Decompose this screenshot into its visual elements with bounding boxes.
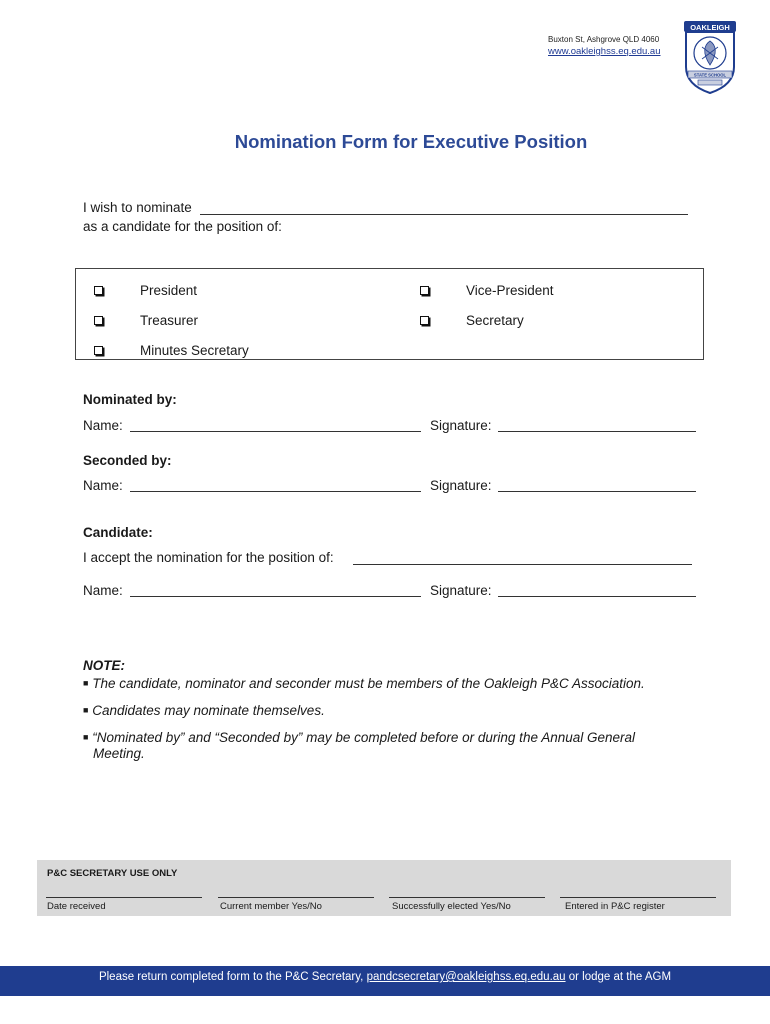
note-item xyxy=(83,703,325,718)
president-label: President xyxy=(140,283,198,298)
nominated-by-heading: Nominated by: xyxy=(83,392,177,407)
candidate-name-field[interactable] xyxy=(130,596,421,597)
register-field[interactable] xyxy=(560,897,716,898)
elected-label: Successfully elected Yes/No xyxy=(392,901,511,912)
nominator-name-field[interactable] xyxy=(130,431,421,432)
nominator-signature-label: Signature: xyxy=(430,418,492,433)
logo-text-top: OAKLEIGH xyxy=(690,23,730,32)
footer-prefix: Please return completed form to the P&C Secretary, xyxy=(98,971,367,983)
minutes-secretary-checkbox[interactable] xyxy=(94,346,103,355)
bullet-icon: ■ xyxy=(83,732,89,742)
seconder-signature-field[interactable] xyxy=(498,491,696,492)
candidate-signature-field[interactable] xyxy=(498,596,696,597)
bullet-icon: ■ xyxy=(83,678,89,688)
seconder-signature-label: Signature: xyxy=(430,478,492,493)
seconded-by-heading: Seconded by: xyxy=(83,453,172,468)
treasurer-checkbox[interactable] xyxy=(94,316,103,325)
date-received-label: Date received xyxy=(47,901,106,912)
secretary-label: Secretary xyxy=(466,313,524,328)
school-address: Buxton St, Ashgrove QLD 4060 xyxy=(548,35,660,44)
president-checkbox[interactable] xyxy=(94,286,103,295)
elected-field[interactable] xyxy=(389,897,545,898)
treasurer-label: Treasurer xyxy=(140,313,199,328)
secretary-use-title: P&C SECRETARY USE ONLY xyxy=(47,868,178,879)
school-crest-icon xyxy=(680,17,740,95)
note-item-text: The candidate, nominator and seconder must be members of the Oakleigh P&C Association. xyxy=(92,676,645,691)
logo-text-mid: STATE SCHOOL xyxy=(693,72,727,78)
candidate-heading: Candidate: xyxy=(83,525,153,540)
school-logo xyxy=(680,17,740,95)
note-item-text: Candidates may nominate themselves. xyxy=(92,703,325,718)
nominator-name-label: Name: xyxy=(83,418,123,433)
bullet-icon: ■ xyxy=(83,705,89,715)
candidate-name-label: Name: xyxy=(83,583,123,598)
note-item xyxy=(83,730,635,745)
nominee-name-field[interactable] xyxy=(200,214,688,215)
footer-suffix: or lodge at the AGM xyxy=(565,971,672,983)
position-prompt: as a candidate for the position of: xyxy=(83,219,282,234)
secretary-checkbox[interactable] xyxy=(420,316,429,325)
page-title: Nomination Form for Executive Position xyxy=(234,131,588,152)
candidate-signature-label: Signature: xyxy=(430,583,492,598)
note-item xyxy=(83,676,645,691)
nominate-label: I wish to nominate xyxy=(83,200,192,215)
current-member-label: Current member Yes/No xyxy=(220,901,322,912)
school-website-link[interactable]: www.oakleighss.eq.edu.au xyxy=(548,46,661,57)
register-label: Entered in P&C register xyxy=(565,901,665,912)
secretary-use-panel xyxy=(37,860,731,916)
nominator-signature-field[interactable] xyxy=(498,431,696,432)
vice-president-checkbox[interactable] xyxy=(420,286,429,295)
date-received-field[interactable] xyxy=(46,897,202,898)
accept-nomination-label: I accept the nomination for the position of: xyxy=(83,550,334,565)
seconder-name-label: Name: xyxy=(83,478,123,493)
note-item-text: “Nominated by” and “Seconded by” may be completed before or during the Annual General xyxy=(92,730,636,745)
note-heading: NOTE: xyxy=(83,658,125,673)
minutes-secretary-label: Minutes Secretary xyxy=(140,343,249,358)
seconder-name-field[interactable] xyxy=(130,491,421,492)
secretary-email-link[interactable]: pandcsecretary@oakleighss.eq.edu.au xyxy=(366,971,566,983)
accepted-position-field[interactable] xyxy=(353,564,692,565)
current-member-field[interactable] xyxy=(218,897,374,898)
footer-banner xyxy=(0,966,770,996)
vice-president-label: Vice-President xyxy=(466,283,554,298)
note-item-continuation: Meeting. xyxy=(93,746,145,761)
